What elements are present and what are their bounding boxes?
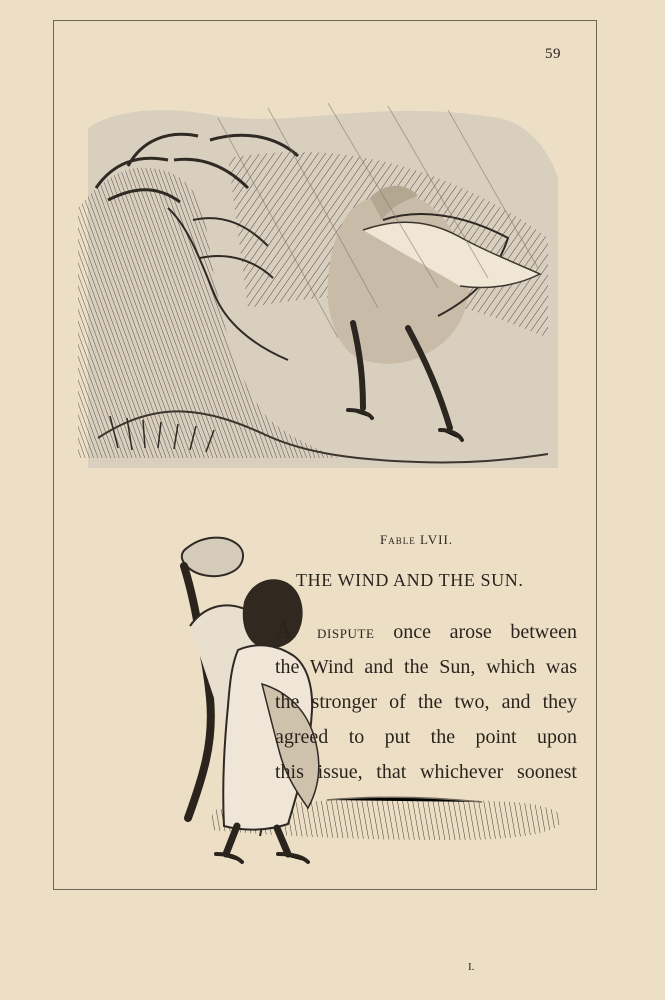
fable-line-4: agreed to put the point upon — [275, 726, 577, 748]
fable-line-2: the Wind and the Sun, which was — [275, 656, 577, 678]
page-number: 59 — [545, 46, 561, 62]
fable-text — [275, 614, 577, 790]
small-caps-word: dispute — [316, 622, 375, 642]
fable-number: Fable LVII. — [380, 532, 454, 547]
fable-line-1 — [275, 614, 577, 650]
storm-engraving — [78, 88, 564, 498]
fable-line-3: the stronger of the two, and they — [275, 691, 577, 713]
line-1-rest: once arose between — [393, 621, 578, 643]
drop-cap: A — [275, 618, 293, 644]
fable-title: THE WIND AND THE SUN. — [296, 570, 524, 590]
fable-line-5: this issue, that whichever soonest — [275, 761, 577, 783]
footer-mark: I. — [468, 961, 475, 973]
